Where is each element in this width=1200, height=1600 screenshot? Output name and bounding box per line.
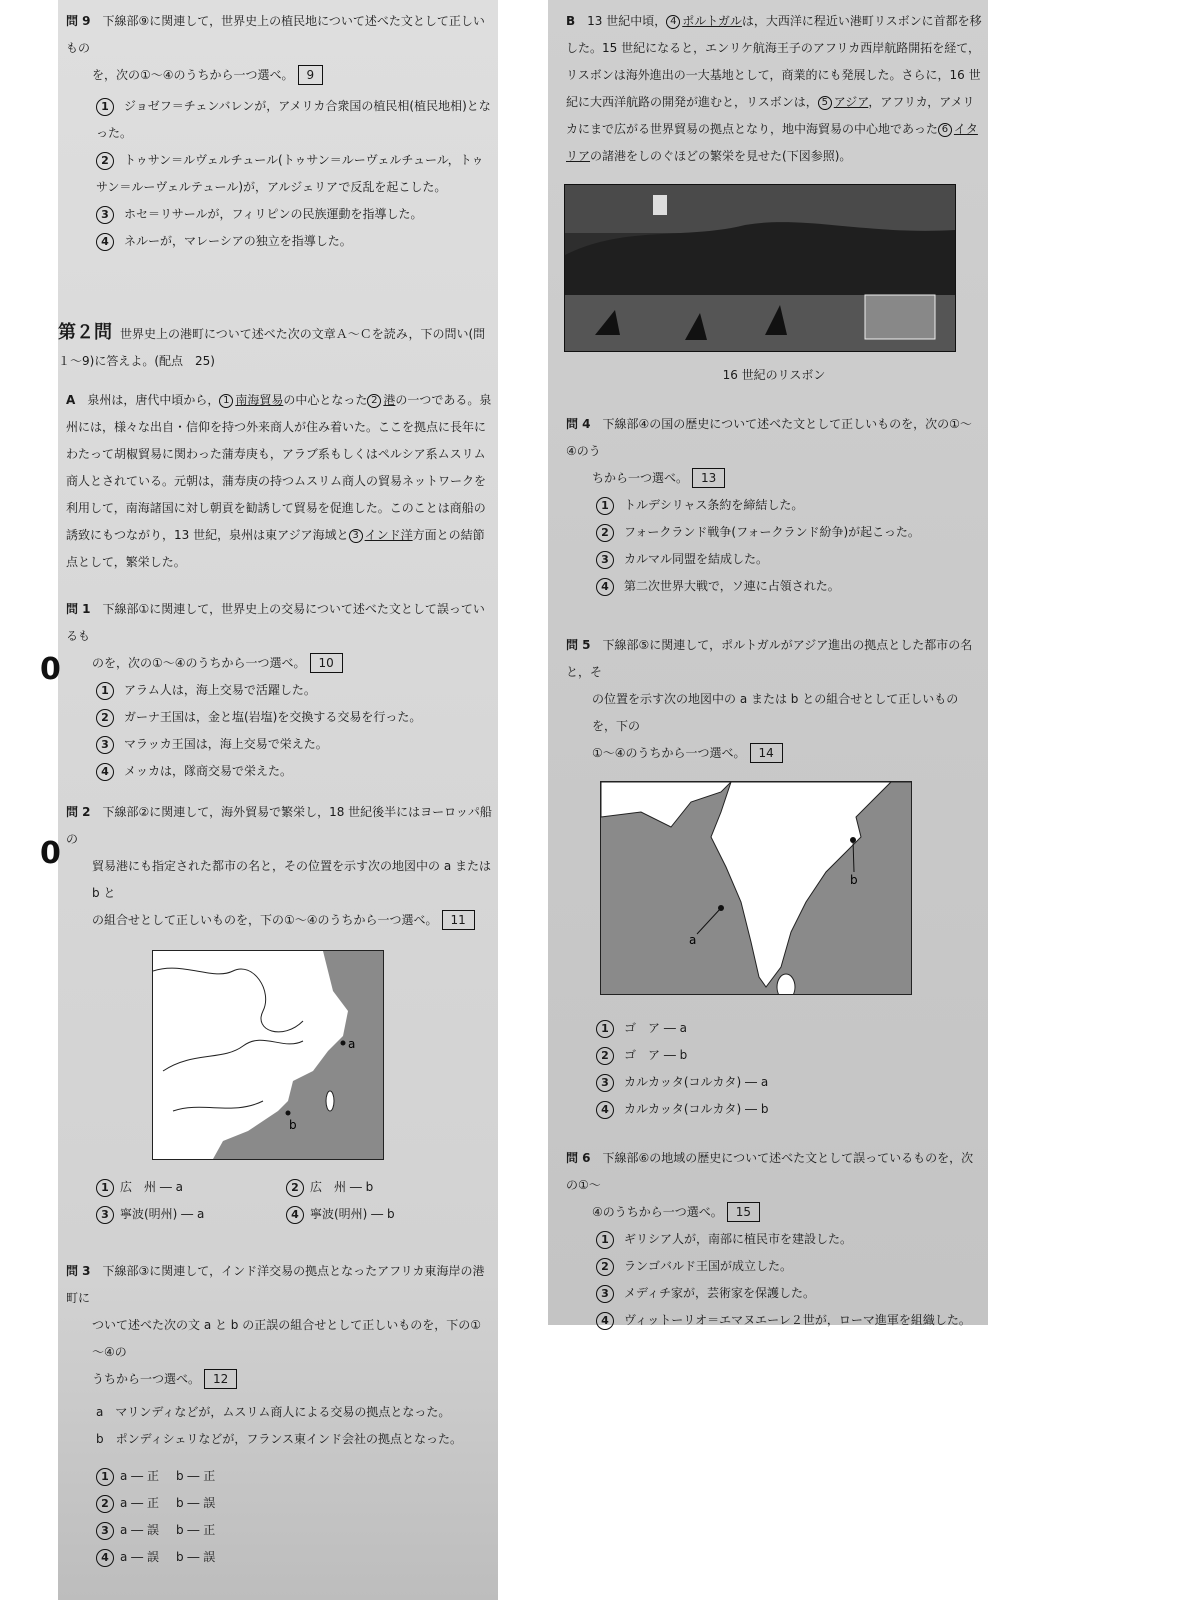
option-number: 2 xyxy=(596,1258,614,1276)
option-number: 4 xyxy=(596,578,614,596)
q3-text2: ついて述べた次の文 a と b の正誤の組合せとして正しいものを，下の①～④の xyxy=(92,1318,481,1359)
q5-label: 問 5 xyxy=(566,638,591,652)
option-text: 広 州 ― b xyxy=(310,1180,374,1194)
q2-option-2[interactable] xyxy=(286,1174,476,1201)
map-point-a xyxy=(341,1041,346,1046)
option-number: 4 xyxy=(286,1206,304,1224)
option-text: 寧波(明州) ― a xyxy=(120,1207,205,1221)
passage-text: ，アフリカ，アメリカにまで広がる世界貿易の拠点となり，地中海貿易の中心地であった xyxy=(566,95,975,136)
option-a: a ― 正 xyxy=(120,1496,159,1510)
q2-text2: 貿易港にも指定された都市の名と，その位置を示す次の地図中の a または b と xyxy=(92,859,491,900)
q9-text1: 下線部⑨に関連して，世界史上の植民地について述べた文として正しいもの xyxy=(66,14,485,55)
option-number: 3 xyxy=(96,1206,114,1224)
q3-label: 問 3 xyxy=(66,1264,91,1278)
q2-text3: の組合せとして正しいものを，下の①～④のうちから一つ選べ。 xyxy=(92,913,438,927)
q3-text3: うちから一つ選べ。 xyxy=(92,1372,201,1386)
option-number: 4 xyxy=(96,763,114,781)
right-column xyxy=(566,8,982,1334)
passage-text: の諸港をしのぐほどの繁栄を見せた(下図参照)。 xyxy=(590,149,852,163)
passage-letter: B xyxy=(566,14,576,28)
answer-box-11[interactable]: 11 xyxy=(442,910,475,930)
underline-1: 南海貿易 xyxy=(235,393,284,407)
handwritten-mark-q2: 0 xyxy=(40,836,61,871)
q3-option-3[interactable] xyxy=(66,1517,492,1544)
option-text: カルカッタ(コルカタ) ― a xyxy=(624,1075,769,1089)
q3-option-4[interactable] xyxy=(66,1544,492,1571)
passage-text: 方面との結節点として，繁栄した。 xyxy=(66,528,485,569)
q2-text1: 下線部②に関連して，海外貿易で繁栄し，18 世紀後半にはヨーロッパ船の xyxy=(66,805,492,846)
underline-number: 2 xyxy=(367,394,381,408)
passage-text: 泉州は，唐代中頃から， xyxy=(87,393,220,407)
q5-option-1[interactable] xyxy=(566,1015,982,1042)
option-number: 1 xyxy=(96,1468,114,1486)
option-number: 3 xyxy=(596,1285,614,1303)
option-number: 4 xyxy=(596,1101,614,1119)
underline-5: アジア xyxy=(833,95,869,109)
q3-option-2[interactable] xyxy=(66,1490,492,1517)
q9-option-3[interactable] xyxy=(66,201,492,228)
q1-option-3[interactable] xyxy=(66,731,492,758)
q2-options xyxy=(66,1174,492,1228)
q6-text2: ④のうちから一つ選べ。 xyxy=(592,1205,723,1219)
option-text: カルカッタ(コルカタ) ― b xyxy=(624,1102,769,1116)
q1-text1: 下線部①に関連して，世界史上の交易について述べた文として誤っているも xyxy=(66,602,485,643)
q9-label: 問 9 xyxy=(66,14,91,28)
option-text: アラム人は，海上交易で活躍した。 xyxy=(124,683,316,697)
option-number: 2 xyxy=(96,152,114,170)
india-map-svg xyxy=(601,782,911,994)
q4-option-1[interactable] xyxy=(566,492,982,519)
option-number: 1 xyxy=(596,1020,614,1038)
q6-option-2[interactable] xyxy=(566,1253,982,1280)
option-number: 3 xyxy=(96,206,114,224)
q5-text1: 下線部⑤に関連して，ポルトガルがアジア進出の拠点とした都市の名と，そ xyxy=(566,638,973,679)
underline-3: インド洋 xyxy=(364,528,413,542)
answer-box-13[interactable]: 13 xyxy=(692,468,725,488)
section-title: 第２問 xyxy=(58,322,112,343)
option-text: ギリシア人が，南部に植民市を建設した。 xyxy=(624,1232,853,1246)
option-text: メッカは，隊商交易で栄えた。 xyxy=(124,764,293,778)
option-number: 3 xyxy=(596,551,614,569)
q5-text2: の位置を示す次の地図中の a または b との組合せとして正しいものを，下の xyxy=(592,692,959,733)
q2-option-4[interactable] xyxy=(286,1201,476,1228)
passage-text: の一つである。泉州には，様々な出自・信仰を持つ外来商人が住み着いた。ここを拠点に長年にわたって胡椒貿易に関わった蒲寿庚も，アラブ系もしくはペルシア系ムスリム商人とされている。元朝は，蒲寿庚の持つムスリム商人の貿易ネットワークを利用して，南海諸国に対し朝貢を勧誘して貿易を促進した。このことは商船の誘致にもつながり，13 世紀，泉州は東アジア海域と xyxy=(66,393,492,542)
q1-label: 問 1 xyxy=(66,602,91,616)
q3-text1: 下線部③に関連して，インド洋交易の拠点となったアフリカ東海岸の港町に xyxy=(66,1264,485,1305)
q4-option-4[interactable] xyxy=(566,573,982,600)
q3-option-1[interactable] xyxy=(66,1463,492,1490)
option-text: 第二次世界大戦で，ソ連に占領された。 xyxy=(624,579,840,593)
section-intro: 世界史上の港町について述べた次の文章Ａ～Ｃを読み，下の問い(問１～9)に答えよ。(配点 25) xyxy=(58,327,486,368)
q4-text2: ちから一つ選べ。 xyxy=(592,471,689,485)
q6-option-1[interactable] xyxy=(566,1226,982,1253)
q4-label: 問 4 xyxy=(566,417,591,431)
q6-text1: 下線部⑥の地域の歴史について述べた文として誤っているものを，次の①～ xyxy=(566,1151,974,1192)
q4-text1: 下線部④の国の歴史について述べた文として正しいものを，次の①～④のう xyxy=(566,417,972,458)
option-number: 2 xyxy=(596,1047,614,1065)
question-5 xyxy=(566,632,982,1123)
q4-option-3[interactable] xyxy=(566,546,982,573)
handwritten-mark-q1: 0 xyxy=(40,652,61,687)
india-map xyxy=(600,781,912,995)
map-label-a: a xyxy=(348,1037,356,1051)
answer-box-9[interactable]: 9 xyxy=(298,65,324,85)
option-text: マラッカ王国は，海上交易で栄えた。 xyxy=(124,737,328,751)
option-text: 寧波(明州) ― b xyxy=(310,1207,395,1221)
q2-label: 問 2 xyxy=(66,805,91,819)
passage-text: の中心となった xyxy=(283,393,368,407)
q2-option-3[interactable] xyxy=(96,1201,286,1228)
underline-2: 港 xyxy=(383,393,396,407)
option-number: 3 xyxy=(96,736,114,754)
lisbon-engraving xyxy=(564,184,956,352)
option-number: 2 xyxy=(96,709,114,727)
underline-number: 6 xyxy=(938,123,952,137)
option-number: 2 xyxy=(286,1179,304,1197)
option-text: メディチ家が，芸術家を保護した。 xyxy=(624,1286,816,1300)
map-label-a: a xyxy=(689,933,697,947)
question-4 xyxy=(566,411,982,600)
map-point-b xyxy=(286,1111,291,1116)
underline-number: 1 xyxy=(219,394,233,408)
option-b: b ― 誤 xyxy=(176,1496,216,1510)
cartouche-panel xyxy=(865,295,935,339)
option-number: 1 xyxy=(596,1231,614,1249)
answer-box-15[interactable]: 15 xyxy=(727,1202,760,1222)
section-2-header xyxy=(58,319,492,375)
q6-option-4[interactable] xyxy=(566,1307,982,1334)
taiwan-island xyxy=(326,1091,334,1111)
option-text: ヴィットーリオ＝エマヌエーレ２世が，ローマ進軍を組織した。 xyxy=(624,1313,971,1327)
passage-b xyxy=(566,8,982,170)
option-number: 2 xyxy=(596,524,614,542)
option-number: 4 xyxy=(96,233,114,251)
question-1 xyxy=(66,596,492,785)
underline-number: 4 xyxy=(666,15,680,29)
option-number: 3 xyxy=(596,1074,614,1092)
option-text: トゥサン＝ルヴェルチュール(トゥサン＝ルーヴェルチュール，トゥサン＝ルーヴェルテュール)が，アルジェリアで反乱を起こした。 xyxy=(96,153,484,194)
question-6 xyxy=(566,1145,982,1334)
option-text: ゴ ア ― a xyxy=(624,1021,687,1035)
lisbon-engraving-svg xyxy=(565,185,955,351)
map-label-b: b xyxy=(850,873,858,887)
q3-statement-a: a マリンディなどが，ムスリム商人による交易の拠点となった。 xyxy=(96,1405,451,1419)
passage-text: 13 世紀中頃， xyxy=(587,14,667,28)
option-a: a ― 正 xyxy=(120,1469,159,1483)
figure-caption: 16 世紀のリスボン xyxy=(722,368,826,382)
option-b: b ― 正 xyxy=(176,1523,216,1537)
q6-option-3[interactable] xyxy=(566,1280,982,1307)
option-text: ジョゼフ＝チェンバレンが，アメリカ合衆国の植民相(植民地相)となった。 xyxy=(96,99,491,140)
question-9 xyxy=(66,8,492,255)
option-text: ホセ＝リサールが，フィリピンの民族運動を指導した。 xyxy=(124,207,423,221)
q5-option-2[interactable] xyxy=(566,1042,982,1069)
underline-number: 3 xyxy=(349,529,363,543)
option-text: 広 州 ― a xyxy=(120,1180,183,1194)
q9-option-1[interactable] xyxy=(66,93,492,147)
sri-lanka-island xyxy=(777,974,795,994)
china-coast-map xyxy=(152,950,384,1160)
option-number: 1 xyxy=(596,497,614,515)
q6-label: 問 6 xyxy=(566,1151,591,1165)
option-text: ゴ ア ― b xyxy=(624,1048,688,1062)
q1-option-2[interactable] xyxy=(66,704,492,731)
option-text: カルマル同盟を結成した。 xyxy=(624,552,769,566)
q9-option-2[interactable] xyxy=(66,147,492,201)
option-number: 1 xyxy=(96,98,114,116)
option-number: 4 xyxy=(96,1549,114,1567)
option-b: b ― 正 xyxy=(176,1469,216,1483)
q4-option-2[interactable] xyxy=(566,519,982,546)
question-2 xyxy=(66,799,492,1228)
q2-option-1[interactable] xyxy=(96,1174,286,1201)
china-map-svg xyxy=(153,951,383,1159)
answer-box-12[interactable]: 12 xyxy=(204,1369,237,1389)
option-text: ランゴバルド王国が成立した。 xyxy=(624,1259,793,1273)
q1-option-1[interactable] xyxy=(66,677,492,704)
option-a: a ― 誤 xyxy=(120,1523,159,1537)
option-number: 1 xyxy=(96,1179,114,1197)
q9-option-4[interactable] xyxy=(66,228,492,255)
option-text: ガーナ王国は，金と塩(岩塩)を交換する交易を行った。 xyxy=(124,710,422,724)
coat-of-arms-icon xyxy=(653,195,667,215)
q9-text2: を，次の①～④のうちから一つ選べ。 xyxy=(92,68,294,82)
option-number: 4 xyxy=(596,1312,614,1330)
q5-text3: ①～④のうちから一つ選べ。 xyxy=(592,746,746,760)
q1-option-4[interactable] xyxy=(66,758,492,785)
option-text: トルデシリャス条約を締結した。 xyxy=(624,498,804,512)
passage-a xyxy=(66,387,492,576)
answer-box-14[interactable]: 14 xyxy=(750,743,783,763)
q3-statement-b: b ポンディシェリなどが，フランス東インド会社の拠点となった。 xyxy=(96,1432,463,1446)
option-number: 1 xyxy=(96,682,114,700)
passage-text: は，大西洋に程近い港町リスボンに首都を移した。15 世紀になると，エンリケ航海王子のアフリカ西岸航路開拓を経て，リスボンは海外進出の一大基地として，商業的にも発展した。さらに，16 世紀に大西洋航路の開発が進むと，リスボンは， xyxy=(566,14,982,109)
option-b: b ― 誤 xyxy=(176,1550,216,1564)
left-column xyxy=(58,8,492,1571)
underline-6: イタリア xyxy=(566,122,978,163)
passage-letter: A xyxy=(66,393,76,407)
question-3 xyxy=(66,1258,492,1571)
q5-option-3[interactable] xyxy=(566,1069,982,1096)
option-text: ネルーが，マレーシアの独立を指導した。 xyxy=(124,234,352,248)
option-a: a ― 誤 xyxy=(120,1550,159,1564)
answer-box-10[interactable]: 10 xyxy=(310,653,343,673)
option-text: フォークランド戦争(フォークランド紛争)が起こった。 xyxy=(624,525,920,539)
option-number: 2 xyxy=(96,1495,114,1513)
underline-4: ポルトガル xyxy=(682,14,742,28)
q5-option-4[interactable] xyxy=(566,1096,982,1123)
option-number: 3 xyxy=(96,1522,114,1540)
underline-number: 5 xyxy=(818,96,832,110)
q1-text2: のを，次の①～④のうちから一つ選べ。 xyxy=(92,656,306,670)
map-label-b: b xyxy=(289,1118,297,1132)
